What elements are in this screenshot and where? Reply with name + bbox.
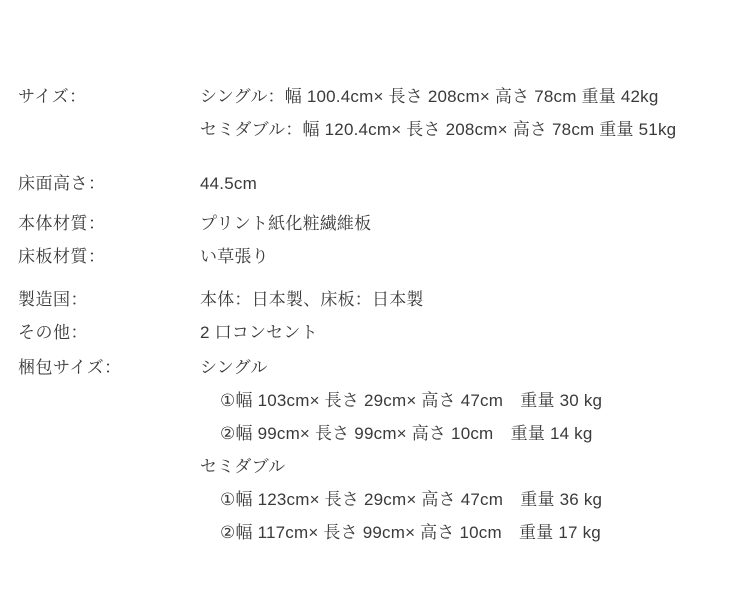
spec-value-package-semidouble-box2: ②幅 117cm× 長さ 99cm× 高さ 10cm 重量 17 kg: [220, 523, 601, 542]
spec-row-other: [0, 316, 750, 349]
spec-label-slat-material: 床板材質：: [18, 247, 106, 266]
spec-row-body-material: [0, 207, 750, 240]
spec-row-floor-height: [0, 167, 750, 200]
spec-value-package-semidouble-box1: ①幅 123cm× 長さ 29cm× 高さ 47cm 重量 36 kg: [220, 490, 603, 509]
spec-value-package-semidouble-heading: セミダブル: [200, 457, 286, 476]
spec-value-other: 2 口コンセント: [200, 323, 318, 342]
spec-label-size: サイズ：: [18, 87, 87, 106]
spec-value-package-single-heading: シングル: [200, 358, 268, 377]
spec-value-package-single-box1: ①幅 103cm× 長さ 29cm× 高さ 47cm 重量 30 kg: [220, 391, 603, 410]
spec-row-slat-material: [0, 240, 750, 273]
spec-row-size: [0, 80, 750, 146]
spec-value-size-semidouble: セミダブル：幅 120.4cm× 長さ 208cm× 高さ 78cm 重量 51kg: [200, 120, 677, 139]
spec-value-slat-material: い草張り: [200, 247, 269, 266]
spec-label-package-size: 梱包サイズ：: [18, 358, 122, 377]
spec-value-country: 本体：日本製、床板：日本製: [200, 290, 424, 309]
spec-row-package-size: [0, 351, 750, 549]
spec-label-body-material: 本体材質：: [18, 214, 106, 233]
spec-label-country: 製造国：: [18, 290, 88, 309]
spec-value-size-single: シングル：幅 100.4cm× 長さ 208cm× 高さ 78cm 重量 42kg: [200, 87, 659, 106]
spec-label-floor-height: 床面高さ：: [18, 174, 106, 193]
spec-value-floor-height: 44.5cm: [200, 174, 257, 193]
spec-label-other: その他：: [18, 323, 88, 342]
spec-value-body-material: プリント紙化粧繊維板: [200, 214, 372, 233]
spec-value-package-single-box2: ②幅 99cm× 長さ 99cm× 高さ 10cm 重量 14 kg: [220, 424, 593, 443]
spec-row-country: [0, 283, 750, 316]
